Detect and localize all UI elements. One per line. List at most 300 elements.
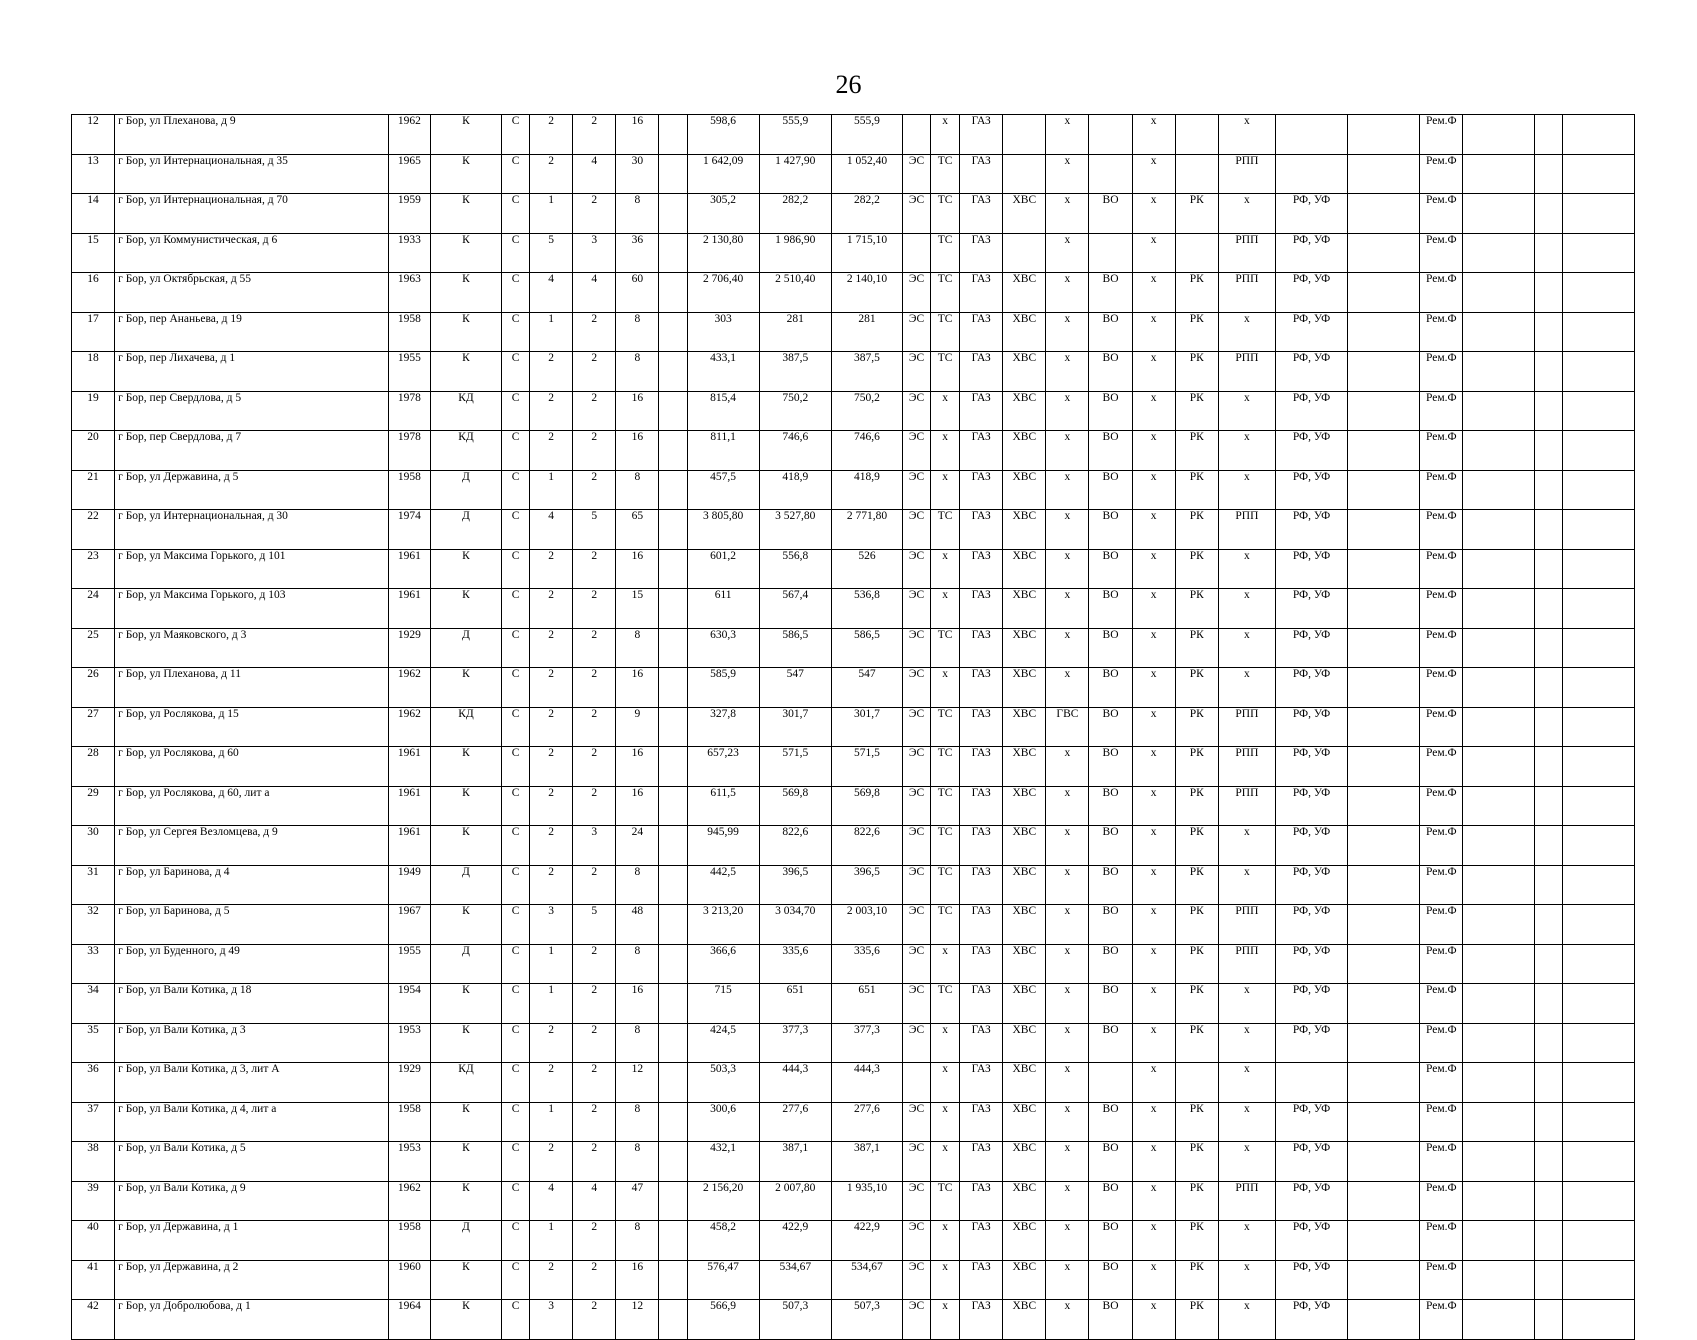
table-cell: С bbox=[502, 707, 530, 747]
table-cell: ВО bbox=[1089, 431, 1132, 471]
table-cell: х bbox=[1046, 668, 1089, 708]
table-cell: ГАЗ bbox=[960, 1023, 1003, 1063]
table-cell: С bbox=[502, 668, 530, 708]
table-cell bbox=[659, 905, 687, 945]
table-cell: ЭС bbox=[903, 786, 931, 826]
table-cell: 5 bbox=[573, 905, 616, 945]
table-cell: ЭС bbox=[903, 273, 931, 313]
table-cell: 1 715,10 bbox=[831, 233, 902, 273]
table-cell: ГАЗ bbox=[960, 589, 1003, 629]
table-cell: х bbox=[931, 549, 960, 589]
table-cell: 303 bbox=[687, 312, 759, 352]
table-cell: 24 bbox=[72, 589, 115, 629]
table-cell: х bbox=[1132, 1142, 1175, 1182]
table-cell: 2 130,80 bbox=[687, 233, 759, 273]
address-cell: г Бор, ул Рослякова, д 60 bbox=[115, 747, 389, 787]
table-cell: 2 bbox=[530, 707, 573, 747]
table-cell bbox=[1534, 194, 1562, 234]
table-cell: х bbox=[1046, 391, 1089, 431]
table-cell: ВО bbox=[1089, 273, 1132, 313]
table-cell bbox=[1463, 1063, 1534, 1103]
table-cell bbox=[1562, 1181, 1634, 1221]
table-cell: РПП bbox=[1218, 154, 1275, 194]
table-row bbox=[72, 826, 1635, 866]
table-cell: 1 bbox=[530, 312, 573, 352]
table-cell: Рем.Ф bbox=[1420, 1102, 1463, 1142]
table-cell bbox=[1463, 194, 1534, 234]
table-cell: ХВС bbox=[1003, 944, 1046, 984]
table-cell: 1962 bbox=[388, 115, 430, 155]
table-cell: 1933 bbox=[388, 233, 430, 273]
table-cell: ГАЗ bbox=[960, 154, 1003, 194]
address-cell: г Бор, ул Державина, д 1 bbox=[115, 1221, 389, 1261]
table-cell: 2 bbox=[573, 1260, 616, 1300]
table-cell: ВО bbox=[1089, 1300, 1132, 1340]
address-cell: г Бор, ул Вали Котика, д 9 bbox=[115, 1181, 389, 1221]
table-cell: х bbox=[931, 1023, 960, 1063]
table-cell: ВО bbox=[1089, 1102, 1132, 1142]
table-cell bbox=[1348, 1063, 1420, 1103]
table-cell: 305,2 bbox=[687, 194, 759, 234]
table-cell: РФ, УФ bbox=[1275, 470, 1347, 510]
table-cell: Рем.Ф bbox=[1420, 233, 1463, 273]
table-cell: 41 bbox=[72, 1260, 115, 1300]
table-cell bbox=[659, 826, 687, 866]
table-cell bbox=[1562, 391, 1634, 431]
table-cell: ВО bbox=[1089, 391, 1132, 431]
table-cell bbox=[1463, 549, 1534, 589]
table-cell: х bbox=[1132, 312, 1175, 352]
table-cell: ВО bbox=[1089, 865, 1132, 905]
table-cell: ТС bbox=[931, 865, 960, 905]
table-cell: ГАЗ bbox=[960, 786, 1003, 826]
table-cell bbox=[1463, 391, 1534, 431]
table-row bbox=[72, 1023, 1635, 1063]
table-cell: ХВС bbox=[1003, 194, 1046, 234]
table-cell bbox=[1562, 589, 1634, 629]
table-cell: 17 bbox=[72, 312, 115, 352]
table-cell: ЭС bbox=[903, 391, 931, 431]
table-cell: ЭС bbox=[903, 1142, 931, 1182]
table-cell: РК bbox=[1175, 352, 1218, 392]
table-cell: С bbox=[502, 905, 530, 945]
table-cell bbox=[1463, 589, 1534, 629]
table-cell: С bbox=[502, 431, 530, 471]
table-cell: 2 bbox=[573, 628, 616, 668]
table-cell: ВО bbox=[1089, 1260, 1132, 1300]
table-cell: К bbox=[430, 905, 501, 945]
table-cell: РК bbox=[1175, 1181, 1218, 1221]
table-cell: ВО bbox=[1089, 352, 1132, 392]
table-cell: РФ, УФ bbox=[1275, 984, 1347, 1024]
table-cell: 1953 bbox=[388, 1023, 430, 1063]
table-cell: 2 bbox=[530, 549, 573, 589]
table-cell bbox=[659, 273, 687, 313]
table-cell: 1 935,10 bbox=[831, 1181, 902, 1221]
table-cell: С bbox=[502, 352, 530, 392]
table-cell: С bbox=[502, 1063, 530, 1103]
table-cell: ЭС bbox=[903, 312, 931, 352]
table-cell bbox=[659, 668, 687, 708]
table-cell: ГАЗ bbox=[960, 273, 1003, 313]
table-cell bbox=[1534, 1063, 1562, 1103]
table-cell bbox=[1463, 352, 1534, 392]
table-cell: х bbox=[931, 1063, 960, 1103]
table-cell: х bbox=[1046, 115, 1089, 155]
table-cell bbox=[1463, 1221, 1534, 1261]
table-cell: х bbox=[1218, 391, 1275, 431]
table-cell bbox=[659, 154, 687, 194]
table-cell: х bbox=[1046, 984, 1089, 1024]
table-cell: РФ, УФ bbox=[1275, 707, 1347, 747]
table-cell: 2 bbox=[573, 1221, 616, 1261]
table-cell bbox=[1562, 352, 1634, 392]
table-cell: КД bbox=[430, 707, 501, 747]
table-cell: Рем.Ф bbox=[1420, 747, 1463, 787]
table-cell bbox=[1463, 944, 1534, 984]
table-cell: ВО bbox=[1089, 1142, 1132, 1182]
table-cell: х bbox=[1132, 628, 1175, 668]
table-cell bbox=[1534, 115, 1562, 155]
table-cell: 377,3 bbox=[759, 1023, 831, 1063]
table-cell: 2 bbox=[530, 115, 573, 155]
table-cell: 16 bbox=[616, 549, 659, 589]
table-row bbox=[72, 944, 1635, 984]
table-cell bbox=[1348, 510, 1420, 550]
table-cell: 387,5 bbox=[831, 352, 902, 392]
table-cell bbox=[1562, 905, 1634, 945]
table-cell: х bbox=[1132, 707, 1175, 747]
table-cell bbox=[1348, 786, 1420, 826]
table-cell: 534,67 bbox=[759, 1260, 831, 1300]
table-row bbox=[72, 905, 1635, 945]
table-cell: 1978 bbox=[388, 391, 430, 431]
table-cell: К bbox=[430, 273, 501, 313]
table-cell bbox=[1534, 865, 1562, 905]
table-cell: 2 bbox=[573, 352, 616, 392]
table-cell bbox=[1275, 154, 1347, 194]
table-cell: х bbox=[1132, 391, 1175, 431]
table-cell: 34 bbox=[72, 984, 115, 1024]
table-cell bbox=[1562, 1102, 1634, 1142]
table-cell: ХВС bbox=[1003, 747, 1046, 787]
table-cell: 2 bbox=[573, 1063, 616, 1103]
table-cell: 556,8 bbox=[759, 549, 831, 589]
table-cell: РФ, УФ bbox=[1275, 668, 1347, 708]
table-cell: ВО bbox=[1089, 826, 1132, 866]
table-cell: 746,6 bbox=[831, 431, 902, 471]
table-cell bbox=[659, 944, 687, 984]
table-cell: 1 642,09 bbox=[687, 154, 759, 194]
table-cell bbox=[1534, 707, 1562, 747]
table-cell: ЭС bbox=[903, 944, 931, 984]
address-cell: г Бор, ул Буденного, д 49 bbox=[115, 944, 389, 984]
table-cell: 2 bbox=[573, 1023, 616, 1063]
table-cell: РФ, УФ bbox=[1275, 1181, 1347, 1221]
table-cell: ГАЗ bbox=[960, 549, 1003, 589]
table-cell: 2 007,80 bbox=[759, 1181, 831, 1221]
table-cell: 1 bbox=[530, 1102, 573, 1142]
table-cell: 424,5 bbox=[687, 1023, 759, 1063]
table-cell: ХВС bbox=[1003, 431, 1046, 471]
table-row bbox=[72, 1102, 1635, 1142]
table-cell bbox=[1534, 905, 1562, 945]
table-cell: х bbox=[931, 391, 960, 431]
table-cell: ХВС bbox=[1003, 786, 1046, 826]
table-cell: х bbox=[1046, 273, 1089, 313]
table-cell: РК bbox=[1175, 312, 1218, 352]
table-cell bbox=[1562, 1063, 1634, 1103]
table-cell: ЭС bbox=[903, 1260, 931, 1300]
table-cell bbox=[1175, 115, 1218, 155]
table-cell: ЭС bbox=[903, 707, 931, 747]
table-cell: 8 bbox=[616, 352, 659, 392]
table-cell: 503,3 bbox=[687, 1063, 759, 1103]
table-cell: х bbox=[1132, 431, 1175, 471]
table-cell: Рем.Ф bbox=[1420, 1142, 1463, 1182]
table-cell bbox=[1534, 984, 1562, 1024]
table-cell: х bbox=[1132, 786, 1175, 826]
table-cell: 444,3 bbox=[831, 1063, 902, 1103]
table-cell bbox=[1534, 589, 1562, 629]
table-cell: 16 bbox=[616, 1260, 659, 1300]
table-cell: 566,9 bbox=[687, 1300, 759, 1340]
table-cell bbox=[659, 747, 687, 787]
table-cell bbox=[1562, 668, 1634, 708]
table-cell: ЭС bbox=[903, 194, 931, 234]
table-cell: 2 bbox=[573, 431, 616, 471]
table-cell: РФ, УФ bbox=[1275, 431, 1347, 471]
table-cell bbox=[1348, 1300, 1420, 1340]
table-cell: С bbox=[502, 589, 530, 629]
table-cell: 301,7 bbox=[759, 707, 831, 747]
table-cell: 507,3 bbox=[759, 1300, 831, 1340]
table-cell: ТС bbox=[931, 826, 960, 866]
table-cell bbox=[1562, 470, 1634, 510]
table-cell: 3 527,80 bbox=[759, 510, 831, 550]
table-cell: 30 bbox=[72, 826, 115, 866]
table-cell: Рем.Ф bbox=[1420, 668, 1463, 708]
table-cell: 335,6 bbox=[831, 944, 902, 984]
table-cell: 1 bbox=[530, 194, 573, 234]
table-cell: 29 bbox=[72, 786, 115, 826]
address-cell: г Бор, ул Интернациональная, д 30 bbox=[115, 510, 389, 550]
address-cell: г Бор, ул Интернациональная, д 70 bbox=[115, 194, 389, 234]
table-cell: 2 003,10 bbox=[831, 905, 902, 945]
table-cell: х bbox=[1046, 154, 1089, 194]
table-cell bbox=[1348, 747, 1420, 787]
table-cell: 21 bbox=[72, 470, 115, 510]
table-cell bbox=[659, 1142, 687, 1182]
table-cell bbox=[1348, 1260, 1420, 1300]
table-cell: 16 bbox=[616, 431, 659, 471]
table-cell: ТС bbox=[931, 1181, 960, 1221]
table-cell: Рем.Ф bbox=[1420, 1063, 1463, 1103]
table-cell: 37 bbox=[72, 1102, 115, 1142]
table-cell: Рем.Ф bbox=[1420, 984, 1463, 1024]
table-cell: х bbox=[1218, 431, 1275, 471]
table-cell bbox=[1463, 470, 1534, 510]
table-cell: Д bbox=[430, 944, 501, 984]
table-cell bbox=[1534, 826, 1562, 866]
table-cell: 377,3 bbox=[831, 1023, 902, 1063]
table-cell: РПП bbox=[1218, 905, 1275, 945]
address-cell: г Бор, ул Добролюбова, д 1 bbox=[115, 1300, 389, 1340]
table-cell: 432,1 bbox=[687, 1142, 759, 1182]
table-cell: 35 bbox=[72, 1023, 115, 1063]
table-cell: ХВС bbox=[1003, 865, 1046, 905]
table-cell bbox=[1348, 628, 1420, 668]
table-cell: 586,5 bbox=[759, 628, 831, 668]
table-cell bbox=[659, 984, 687, 1024]
table-cell: ЭС bbox=[903, 1102, 931, 1142]
table-cell: РФ, УФ bbox=[1275, 510, 1347, 550]
table-cell: Рем.Ф bbox=[1420, 115, 1463, 155]
table-cell: 569,8 bbox=[759, 786, 831, 826]
table-cell: 282,2 bbox=[759, 194, 831, 234]
table-cell: ГАЗ bbox=[960, 826, 1003, 866]
table-cell bbox=[1463, 510, 1534, 550]
table-cell: 2 706,40 bbox=[687, 273, 759, 313]
table-cell: К bbox=[430, 1142, 501, 1182]
table-cell: 16 bbox=[616, 391, 659, 431]
table-cell: К bbox=[430, 668, 501, 708]
table-cell: 2 bbox=[573, 391, 616, 431]
table-cell: 1978 bbox=[388, 431, 430, 471]
table-cell: 281 bbox=[759, 312, 831, 352]
table-cell: 2 bbox=[530, 628, 573, 668]
table-cell: 12 bbox=[72, 115, 115, 155]
table-cell: Д bbox=[430, 865, 501, 905]
table-cell: ГАЗ bbox=[960, 944, 1003, 984]
table-cell bbox=[1534, 747, 1562, 787]
table-cell: 555,9 bbox=[831, 115, 902, 155]
table-cell: 1958 bbox=[388, 1102, 430, 1142]
table-cell: Рем.Ф bbox=[1420, 431, 1463, 471]
table-cell: РК bbox=[1175, 1023, 1218, 1063]
table-cell: 418,9 bbox=[831, 470, 902, 510]
table-cell: РПП bbox=[1218, 510, 1275, 550]
table-cell: х bbox=[1046, 431, 1089, 471]
table-cell: х bbox=[1132, 1300, 1175, 1340]
table-cell: Рем.Ф bbox=[1420, 1221, 1463, 1261]
table-cell: 366,6 bbox=[687, 944, 759, 984]
table-cell bbox=[1562, 312, 1634, 352]
table-cell: К bbox=[430, 826, 501, 866]
table-cell: 651 bbox=[831, 984, 902, 1024]
table-cell: х bbox=[1132, 668, 1175, 708]
table-cell: РФ, УФ bbox=[1275, 312, 1347, 352]
table-cell: 9 bbox=[616, 707, 659, 747]
table-cell: 1961 bbox=[388, 786, 430, 826]
table-cell: 2 bbox=[530, 1063, 573, 1103]
table-cell: 396,5 bbox=[831, 865, 902, 905]
table-cell: х bbox=[1132, 826, 1175, 866]
table-cell: ЭС bbox=[903, 1300, 931, 1340]
table-cell: х bbox=[1132, 747, 1175, 787]
table-cell bbox=[1534, 1023, 1562, 1063]
table-cell: 442,5 bbox=[687, 865, 759, 905]
table-cell: РФ, УФ bbox=[1275, 747, 1347, 787]
table-cell: х bbox=[1132, 1063, 1175, 1103]
table-cell: ТС bbox=[931, 510, 960, 550]
table-cell bbox=[1562, 865, 1634, 905]
table-cell: х bbox=[931, 589, 960, 629]
table-cell bbox=[1463, 668, 1534, 708]
table-cell bbox=[1534, 273, 1562, 313]
table-cell: РПП bbox=[1218, 786, 1275, 826]
table-cell bbox=[1534, 470, 1562, 510]
table-cell: 2 510,40 bbox=[759, 273, 831, 313]
table-cell: 8 bbox=[616, 1221, 659, 1261]
table-cell: КД bbox=[430, 431, 501, 471]
address-cell: г Бор, ул Державина, д 2 bbox=[115, 1260, 389, 1300]
table-cell bbox=[659, 391, 687, 431]
table-cell: 2 140,10 bbox=[831, 273, 902, 313]
table-row bbox=[72, 312, 1635, 352]
table-cell: 15 bbox=[616, 589, 659, 629]
table-cell: Рем.Ф bbox=[1420, 944, 1463, 984]
table-cell: РК bbox=[1175, 1300, 1218, 1340]
table-cell: РК bbox=[1175, 984, 1218, 1024]
table-cell: К bbox=[430, 233, 501, 273]
table-cell: ХВС bbox=[1003, 984, 1046, 1024]
table-cell: 1954 bbox=[388, 984, 430, 1024]
table-cell: 1961 bbox=[388, 549, 430, 589]
table-cell: К bbox=[430, 589, 501, 629]
table-cell bbox=[903, 115, 931, 155]
table-cell: х bbox=[1046, 905, 1089, 945]
table-cell: х bbox=[1132, 470, 1175, 510]
table-cell: 571,5 bbox=[831, 747, 902, 787]
table-cell: х bbox=[1218, 865, 1275, 905]
table-cell: 16 bbox=[616, 984, 659, 1024]
table-cell: 2 bbox=[573, 1300, 616, 1340]
table-cell bbox=[1348, 115, 1420, 155]
table-cell: РФ, УФ bbox=[1275, 865, 1347, 905]
table-cell bbox=[1089, 233, 1132, 273]
table-cell: 3 034,70 bbox=[759, 905, 831, 945]
table-cell: 1974 bbox=[388, 510, 430, 550]
table-cell: х bbox=[1132, 352, 1175, 392]
table-cell: С bbox=[502, 154, 530, 194]
table-cell: К bbox=[430, 549, 501, 589]
table-cell: РК bbox=[1175, 668, 1218, 708]
table-cell: ВО bbox=[1089, 549, 1132, 589]
table-cell: 569,8 bbox=[831, 786, 902, 826]
table-cell: 1967 bbox=[388, 905, 430, 945]
table-cell: 1959 bbox=[388, 194, 430, 234]
table-cell: 1965 bbox=[388, 154, 430, 194]
table-cell: 2 bbox=[573, 470, 616, 510]
table-cell: С bbox=[502, 194, 530, 234]
table-cell: 534,67 bbox=[831, 1260, 902, 1300]
table-cell: РК bbox=[1175, 391, 1218, 431]
table-cell: 536,8 bbox=[831, 589, 902, 629]
table-cell: 586,5 bbox=[831, 628, 902, 668]
table-cell: РК bbox=[1175, 194, 1218, 234]
table-cell: 2 bbox=[573, 1102, 616, 1142]
table-cell bbox=[659, 470, 687, 510]
table-cell bbox=[1463, 905, 1534, 945]
table-cell bbox=[1463, 1300, 1534, 1340]
table-cell: РК bbox=[1175, 549, 1218, 589]
table-cell bbox=[1463, 628, 1534, 668]
table-cell bbox=[1562, 1300, 1634, 1340]
table-cell: 16 bbox=[616, 747, 659, 787]
table-cell: РК bbox=[1175, 944, 1218, 984]
table-cell bbox=[1089, 1063, 1132, 1103]
